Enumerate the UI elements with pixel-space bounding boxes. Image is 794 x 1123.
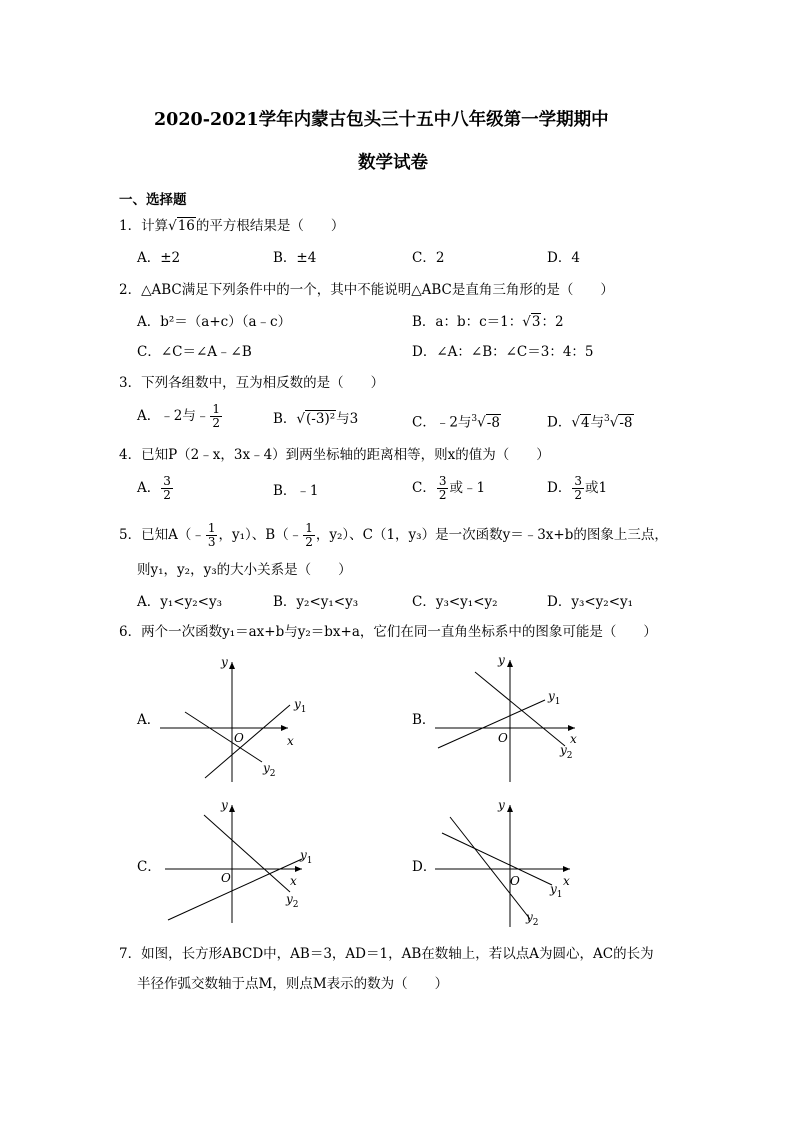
sqrt-sign: √ [296,411,306,427]
sqrt-sign: √ [522,314,531,330]
y-label: y [498,653,505,667]
question-3 [119,375,384,391]
question-text: 两个一次函数y₁＝ax+b与y₂＝bx+a，它们在同一直角坐标系中的图象可能是（ ） [141,624,657,640]
y1-label [549,882,563,900]
question-7-line1 [119,946,654,962]
numerator: 1 [207,521,216,535]
question-number: 4． [119,447,142,463]
question-2 [119,282,614,298]
origin-label: O [221,871,231,885]
option-text: 与3 [336,411,359,427]
sqrt-sign: √ [477,414,486,431]
y2-label-sub: 2 [269,769,276,779]
y2-label-sub: 2 [566,751,573,761]
radicand: 4 [580,414,590,431]
q3-option-c [412,411,501,431]
y-axis-arrow [507,660,513,667]
q5-option-d: D．y₃<y₂<y₁ [547,594,634,610]
radicand: 16 [177,218,195,234]
fraction [303,522,315,549]
minus-sign: ﹣ [195,408,210,424]
radicand: -8 [486,414,500,431]
sqrt-sign: √ [168,218,177,234]
q4-option-d [547,475,607,502]
q6-graph-b [430,650,590,790]
question-number: 7． [119,946,142,962]
q6-option-a-label: A． [137,712,161,728]
question-number: 3． [119,375,142,391]
option-text: 与 [590,414,605,431]
doc-title-line2: 数学试卷 [358,153,428,173]
line-y1 [438,700,545,748]
question-7-line2: 半径作弧交数轴于点M，则点M表示的数为（ ） [137,976,449,992]
question-text: 已知P（2﹣x，3x﹣4）到两坐标轴的距离相等，则x的值为（ ） [141,447,550,463]
q6-option-b-label: B． [412,712,436,728]
y2-label [262,761,276,779]
q4-option-a [137,475,174,502]
q5-option-c: C．y₃<y₁<y₂ [412,594,498,610]
q3-option-a [137,403,223,430]
y-label: y [221,798,228,812]
question-text: 已知A（﹣ [141,527,205,543]
doc-title-line1: 2020-2021学年内蒙古包头三十五中八年级第一学期期中 [154,110,609,130]
fraction [572,475,584,502]
question-text: ，y₁）、B（﹣ [218,527,303,543]
q1-option-d: D．4 [547,250,580,266]
option-text: D． [547,414,572,431]
numerator: 3 [438,474,447,488]
q6-graph-c [160,795,320,935]
y2-label-sub: 2 [292,900,299,910]
question-number: 2． [119,282,142,298]
origin-label: O [498,731,508,745]
numerator: 3 [163,474,171,488]
radicand: 3 [531,314,541,330]
q6-option-c-label: C． [137,859,161,875]
x-label: x [570,732,577,746]
y2-label [525,910,539,928]
question-6 [119,624,657,640]
y1-label [293,697,307,715]
y-axis-arrow [229,805,235,812]
q6-graph-d [430,795,590,935]
y1-label-sub: 1 [306,856,313,866]
y1-label-main: y [550,882,557,896]
option-text: B．a：b：c＝1： [412,314,523,330]
q2-option-a: A．b²＝（a+c）（a﹣c） [137,314,292,330]
fraction [161,475,173,502]
option-text: A． [137,480,161,496]
q5-option-a: A．y₁<y₂<y₃ [137,594,222,610]
question-1 [119,218,344,234]
denominator: 2 [305,535,313,549]
numerator: 3 [574,474,582,488]
y2-label-main: y [560,743,567,757]
origin-label: O [234,731,244,745]
x-label: x [287,734,294,748]
y-label: y [498,798,505,812]
q1-option-b: B．±4 [273,250,317,266]
line-y2 [185,712,262,762]
x-axis-arrow [281,725,288,731]
y2-label-main: y [526,910,533,924]
y2-label [285,892,299,910]
y1-label-main: y [294,697,301,711]
section-heading: 一、选择题 [119,192,187,208]
q4-option-c [412,475,485,502]
y1-label-sub: 1 [556,890,563,900]
origin-label: O [510,874,520,888]
option-text: 或﹣1 [449,480,486,496]
question-text: ，y₂）、C（1，y₃）是一次函数y＝﹣3x+b的图象上三点， [315,527,668,543]
option-text: D． [547,480,572,496]
y1-label-sub: 1 [300,705,307,715]
x-label: x [290,874,297,888]
option-text: ：2 [541,314,564,330]
root-index: 3 [471,414,478,424]
q3-option-d [547,411,634,431]
q3-option-b [273,411,358,427]
denominator: 2 [163,488,171,502]
y1-label-sub: 1 [554,697,561,707]
x-axis-arrow [295,866,302,872]
x-label: x [563,874,570,888]
numerator: 1 [305,521,313,535]
q2-option-b [412,314,564,330]
question-text: 的平方根结果是（ ） [195,218,345,234]
line-y2 [475,672,565,746]
y2-label-sub: 2 [532,918,539,928]
question-4 [119,447,550,463]
line-y1 [168,859,302,920]
denominator: 2 [438,488,447,502]
question-text: 下列各组数中，互为相反数的是（ ） [141,375,385,391]
option-text: C．﹣2与 [412,414,472,431]
y2-label-main: y [286,892,293,906]
question-text: △ABC满足下列条件中的一个，其中不能说明△ABC是直角三角形的是（ ） [141,282,614,298]
fraction [206,522,218,549]
y1-label [299,848,313,866]
q6-option-d-label: D． [412,859,437,875]
q1-option-a: A．±2 [137,250,181,266]
y2-label-main: y [263,761,270,775]
sqrt-sign: √ [571,414,580,431]
y1-label-main: y [300,848,307,862]
q6-graph-a [160,650,320,790]
radicand: (-3)² [306,411,336,427]
denominator: 2 [212,416,220,430]
question-text: 计算 [141,218,169,234]
q5-option-b: B．y₂<y₁<y₃ [273,594,359,610]
line-y1 [205,705,290,778]
y1-label [547,689,561,707]
y1-label-main: y [548,689,555,703]
option-text: C． [412,480,436,496]
root-index: 3 [604,414,610,424]
numerator: 1 [212,402,220,416]
question-5-line1 [119,522,668,549]
question-number: 5． [119,527,142,543]
x-axis-arrow [563,866,570,872]
option-text: A．﹣2与 [137,408,196,424]
radicand: -8 [619,414,633,431]
denominator: 3 [207,535,216,549]
sqrt-sign: √ [609,414,619,431]
q1-option-c: C．2 [412,250,445,266]
q4-option-b: B．﹣1 [273,483,319,499]
y-axis-arrow [229,662,235,669]
option-text: B． [273,411,297,427]
question-text: 如图，长方形ABCD中，AB＝3，AD＝1，AB在数轴上，若以点A为圆心，AC的长为 [141,946,654,962]
y-axis-arrow [507,805,513,812]
question-5-line2: 则y₁，y₂，y₃的大小关系是（ ） [137,562,352,578]
y-label: y [221,655,228,669]
question-number: 6． [119,624,142,640]
q2-option-c: C．∠C＝∠A﹣∠B [137,344,252,360]
line-y2 [450,817,530,919]
denominator: 2 [574,488,582,502]
fraction [437,475,449,502]
x-axis-arrow [568,725,575,731]
line-y2 [204,815,290,892]
q2-option-d: D．∠A：∠B：∠C＝3：4：5 [412,344,594,360]
option-text: 或1 [584,480,608,496]
question-number: 1． [119,218,142,234]
fraction [210,403,222,430]
